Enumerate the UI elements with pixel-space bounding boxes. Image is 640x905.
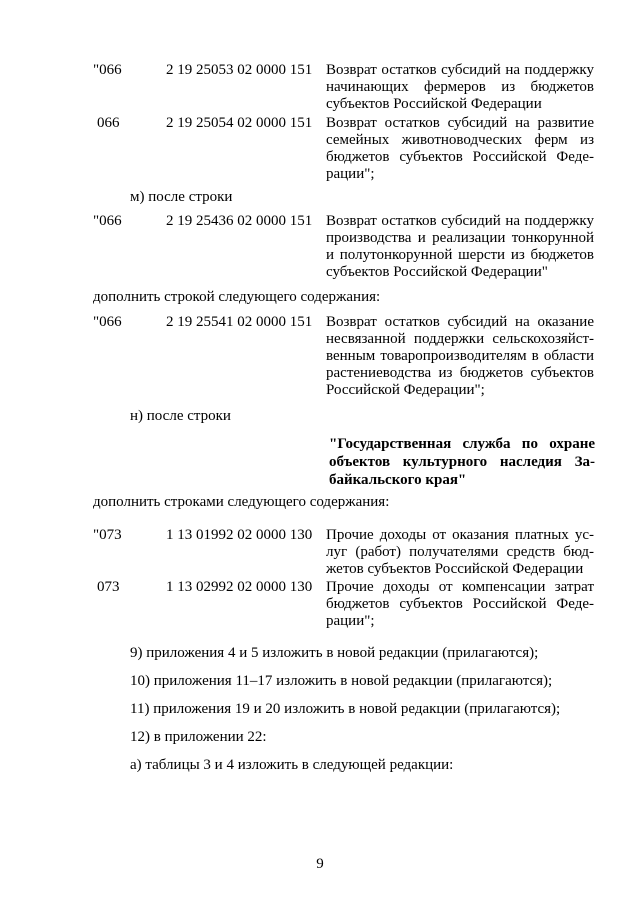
add-line: дополнить строкой следующего содержания: bbox=[93, 289, 381, 305]
item-11: 11) приложения 19 и 20 изложить в новой редакции (прилагаются); bbox=[130, 701, 561, 717]
budget-code: 1 13 01992 02 0000 130 bbox=[166, 527, 313, 543]
agency-code: "066 bbox=[93, 314, 122, 330]
agency-code: "066 bbox=[93, 213, 122, 229]
item-12: 12) в приложении 22: bbox=[130, 729, 267, 745]
item-9: 9) приложения 4 и 5 изложить в новой редакции (прилагаются); bbox=[130, 645, 539, 661]
budget-code: 1 13 02992 02 0000 130 bbox=[166, 579, 313, 595]
agency-code: "066 bbox=[93, 62, 122, 78]
page-number: 9 bbox=[316, 856, 324, 872]
item-12-a: а) таблицы 3 и 4 изложить в следующей редакции: bbox=[130, 757, 454, 773]
item-m: м) после строки bbox=[130, 189, 233, 205]
budget-code: 2 19 25436 02 0000 151 bbox=[166, 213, 313, 229]
agency-code: 066 bbox=[97, 115, 120, 131]
budget-code: 2 19 25053 02 0000 151 bbox=[166, 62, 313, 78]
item-10: 10) приложения 11–17 изложить в новой редакции (прилагаются); bbox=[130, 673, 553, 689]
item-n: н) после строки bbox=[130, 408, 231, 424]
row-description: Возврат остатков субсидий на поддержку производства и реализации тонкорунной и полутонкорунной шерсти из бюджетов субъектов Российской Федерации" bbox=[326, 213, 594, 280]
row-description: Прочие доходы от компенсации затрат бюджетов субъектов Российской Феде- рации"; bbox=[326, 579, 594, 629]
budget-code: 2 19 25541 02 0000 151 bbox=[166, 314, 313, 330]
agency-heading: "Государственная служба по охране объектов культурного наследия За- байкальского края" bbox=[329, 436, 595, 488]
agency-code: 073 bbox=[97, 579, 120, 595]
row-description: Возврат остатков субсидий на оказание несвязанной поддержки сельскохозяйст- венным товаропроизводителям в области растениеводства из бюджетов субъектов Российской Федерации"; bbox=[326, 314, 594, 398]
budget-code: 2 19 25054 02 0000 151 bbox=[166, 115, 313, 131]
row-description: Прочие доходы от оказания платных ус- луг (работ) получателями средств бюд- жетов субъектов Российской Федерации bbox=[326, 527, 594, 577]
agency-code: "073 bbox=[93, 527, 122, 543]
row-description: Возврат остатков субсидий на развитие семейных животноводческих ферм из бюджетов субъектов Российской Феде- рации"; bbox=[326, 115, 594, 182]
row-description: Возврат остатков субсидий на поддержку начинающих фермеров из бюджетов субъектов Российской Федерации bbox=[326, 62, 594, 112]
add-line: дополнить строками следующего содержания: bbox=[93, 494, 390, 510]
